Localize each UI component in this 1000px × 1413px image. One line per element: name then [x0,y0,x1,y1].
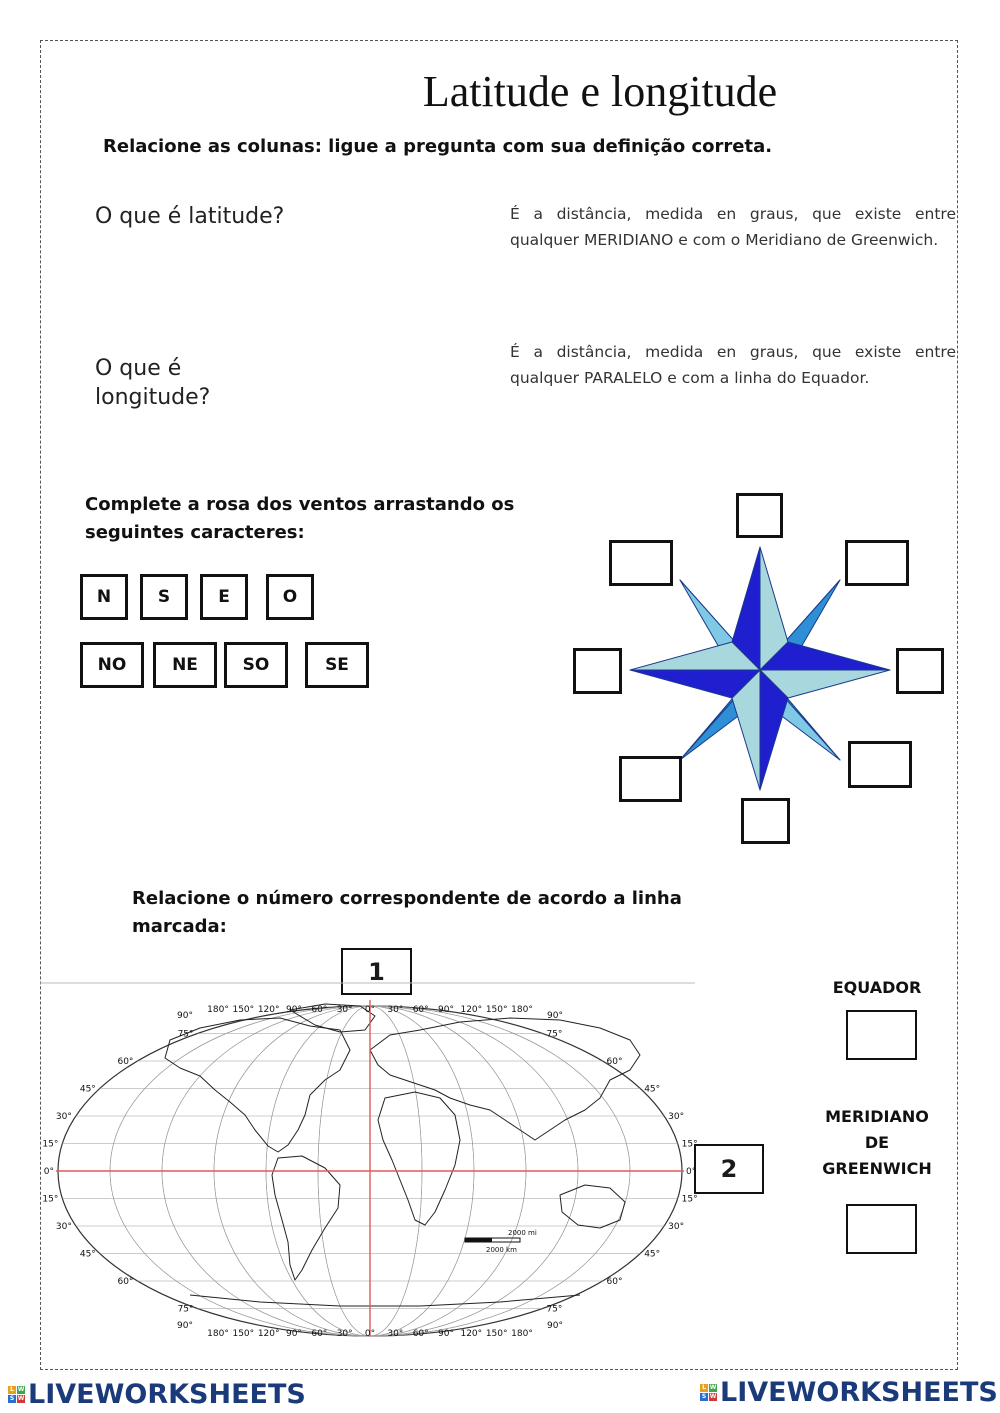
question-longitude[interactable]: O que é longitude? [95,356,211,410]
footer-logo-right[interactable] [700,1377,998,1408]
map-left-lat-label: 30° [55,1222,72,1232]
map-right-lat-label: 30° [668,1112,685,1122]
map-left-lat-label: 45° [79,1084,96,1095]
map-top-lon-label: 180° [207,1005,229,1015]
map-right-lat-label: 15° [681,1194,698,1205]
drop-box-northeast[interactable] [845,540,909,586]
matching-instruction: Relacione as colunas: ligue a pregunta com sua definição correta. [103,136,773,157]
map-bottom-lon-label: 60° [311,1329,328,1339]
map-bottom-lon-label: 120° [460,1329,483,1339]
map-scale-bar [465,1229,537,1254]
greenwich-label-line-1: MERIDIANO [825,1107,929,1126]
map-left-lat-label: 15° [42,1194,59,1205]
world-map [40,980,700,1350]
map-right-lat-label: 60° [606,1277,623,1287]
map-left-lat-label: 60° [117,1057,134,1067]
question-latitude[interactable]: O que é latitude? [95,204,285,229]
map-right-lat-label: 15° [681,1139,698,1150]
tile-ne[interactable]: NE [153,642,217,688]
map-left-lat-label: 75° [177,1304,194,1315]
page-title: Latitude e longitude [422,67,778,116]
tile-o[interactable]: O [266,574,314,620]
map-right-lat-label: 60° [606,1057,623,1067]
map-bottom-lon-label: 30° [336,1329,353,1339]
marker-2-box: 2 [694,1144,764,1194]
scale-label-mi: 2000 mi [508,1229,537,1237]
greenwich-label-line-2: DE [864,1133,890,1152]
map-top-lon-label: 150° [485,1005,508,1015]
greenwich-label [818,1104,936,1182]
equator-answer-box[interactable] [846,1010,917,1060]
map-bottom-lon-label: 90° [547,1321,563,1331]
map-top-lon-label: 0° [364,1005,376,1015]
drop-box-southeast[interactable] [848,741,912,788]
footer-logo-text-left: LIVEWORKSHEETS [28,1379,306,1410]
definition-longitude[interactable]: É a distância, medida en graus, que existe entre qualquer MERIDIANO e com o Meridiano de Greenwich. [510,205,956,249]
map-bottom-lon-label: 60° [412,1329,429,1339]
map-bottom-lon-label: 90° [438,1329,454,1339]
map-bottom-lon-label: 150° [232,1329,255,1339]
map-top-lon-label: 120° [460,1005,483,1015]
scale-label-km: 2000 km [486,1246,517,1254]
australia-land [560,1185,625,1228]
tile-s[interactable]: S [140,574,188,620]
map-right-lat-label: 75° [546,1304,563,1315]
map-bottom-lon-label: 0° [364,1329,376,1339]
map-top-lon-label: 90° [438,1005,454,1015]
greenwich-answer-box[interactable] [846,1204,917,1254]
tile-se[interactable]: SE [305,642,369,688]
map-bottom-lon-label: 180° [207,1329,229,1339]
map-right-lat-label: 45° [644,1084,661,1095]
map-bottom-lon-label: 90° [177,1321,193,1331]
south-america-land [272,1156,340,1280]
map-left-lat-label: 60° [117,1277,134,1287]
map-top-lon-label: 90° [286,1005,302,1015]
eurasia-land [370,1018,640,1140]
map-top-lon-label: 180° [511,1005,533,1015]
map-left-lat-label: 15° [42,1139,59,1150]
map-left-lat-label: 75° [177,1029,194,1040]
greenland-land [290,1004,375,1032]
map-top-lon-label: 30° [336,1005,353,1015]
compass-instruction: Complete a rosa dos ventos arrastando os seguintes caracteres: [85,494,515,543]
footer-logo-left[interactable] [8,1379,306,1410]
antarctica-coast [190,1295,580,1306]
map-top-lon-label: 60° [311,1005,328,1015]
tile-so[interactable]: SO [224,642,288,688]
map-right-lat-label: 45° [644,1249,661,1260]
map-instruction: Relacione o número correspondente de acordo a linha marcada: [132,888,682,937]
map-bottom-lon-label: 180° [511,1329,533,1339]
map-bottom-lon-label: 120° [257,1329,280,1339]
map-top-lon-label: 90° [177,1011,193,1021]
map-bottom-lon-label: 90° [286,1329,302,1339]
equator-label: EQUADOR [832,978,922,997]
map-top-lon-label: 120° [257,1005,280,1015]
drop-box-north[interactable] [736,493,783,538]
marker-1-box: 1 [341,948,412,995]
tile-e[interactable]: E [200,574,248,620]
map-top-lon-label: 150° [232,1005,255,1015]
footer-logo-text-right: LIVEWORKSHEETS [720,1377,998,1408]
map-bottom-lon-label: 30° [387,1329,404,1339]
map-left-lat-label: 45° [79,1249,96,1260]
map-right-lat-label: 30° [668,1222,685,1232]
tile-n[interactable]: N [80,574,128,620]
map-top-lon-label: 30° [387,1005,404,1015]
liveworksheets-logo-icon: L W S W [701,1384,717,1400]
map-top-lon-label: 90° [547,1011,563,1021]
map-left-lat-label: 0° [43,1167,54,1177]
definition-latitude[interactable]: É a distância, medida en graus, que existe entre qualquer PARALELO e com a linha do Equador. [510,343,956,387]
drop-box-south[interactable] [741,798,790,844]
greenwich-label-line-3: GREENWICH [822,1159,932,1178]
map-bottom-lon-label: 150° [485,1329,508,1339]
drop-box-northwest[interactable] [609,540,673,586]
drop-box-southwest[interactable] [619,756,682,802]
drop-box-east[interactable] [896,648,944,694]
map-top-lon-label: 60° [412,1005,429,1015]
map-right-lat-label: 0° [686,1167,697,1177]
tile-no[interactable]: NO [80,642,144,688]
liveworksheets-logo-icon: L W S W [9,1386,25,1402]
map-left-lat-label: 30° [55,1112,72,1122]
map-right-lat-label: 75° [546,1029,563,1040]
drop-box-west[interactable] [573,648,622,694]
